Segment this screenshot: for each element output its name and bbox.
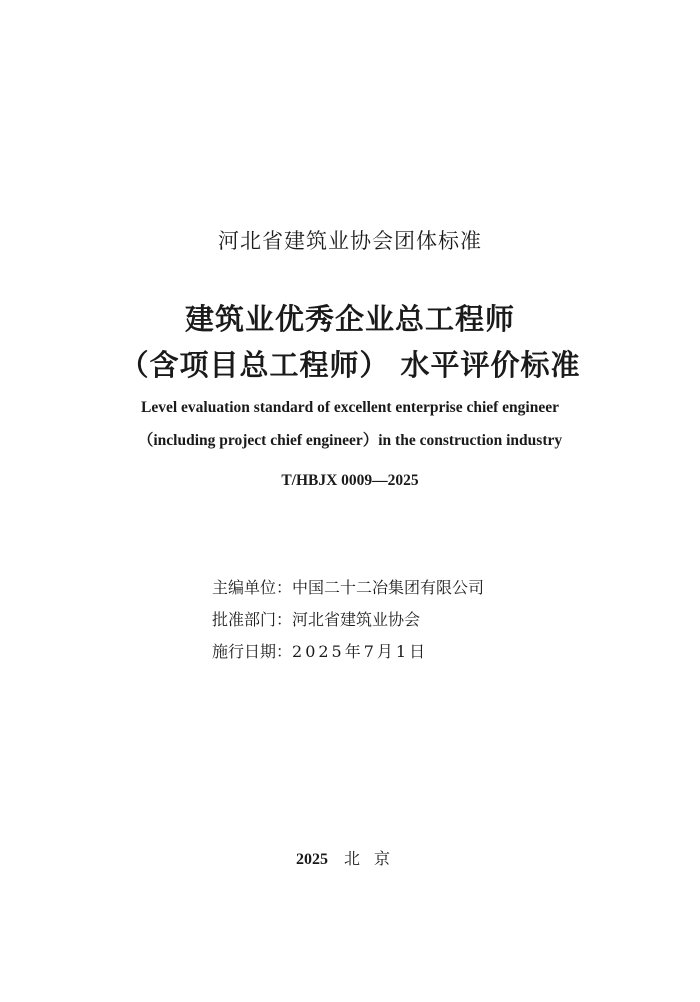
title-cn-line1: 建筑业优秀企业总工程师 — [184, 302, 515, 336]
organization-heading: 河北省建筑业协会团体标准 — [218, 229, 482, 253]
meta-effective-row — [212, 639, 428, 662]
meta-effective-label: 施行日期： — [212, 642, 293, 661]
title-en-line2: （including project chief engineer）in the construction industry — [137, 432, 563, 449]
meta-approver-value: 河北省建筑业协会 — [292, 610, 421, 629]
standard-code: T/HBJX 0009—2025 — [281, 472, 419, 489]
title-en-line1: Level evaluation standard of excellent enterprise chief engineer — [141, 399, 559, 416]
meta-editor-row — [212, 575, 484, 598]
footer-year: 2025 — [295, 851, 328, 868]
title-cn-line2: （含项目总工程师） 水平评价标准 — [119, 348, 581, 382]
footer-city: 北京 — [343, 849, 404, 868]
meta-approver-label: 批准部门： — [212, 610, 293, 629]
meta-approver-row — [212, 607, 420, 630]
meta-editor-label: 主编单位： — [212, 578, 293, 597]
meta-effective-value: 2025年7月1日 — [292, 642, 429, 661]
footer-imprint — [0, 846, 700, 869]
meta-editor-value: 中国二十二冶集团有限公司 — [292, 578, 485, 597]
